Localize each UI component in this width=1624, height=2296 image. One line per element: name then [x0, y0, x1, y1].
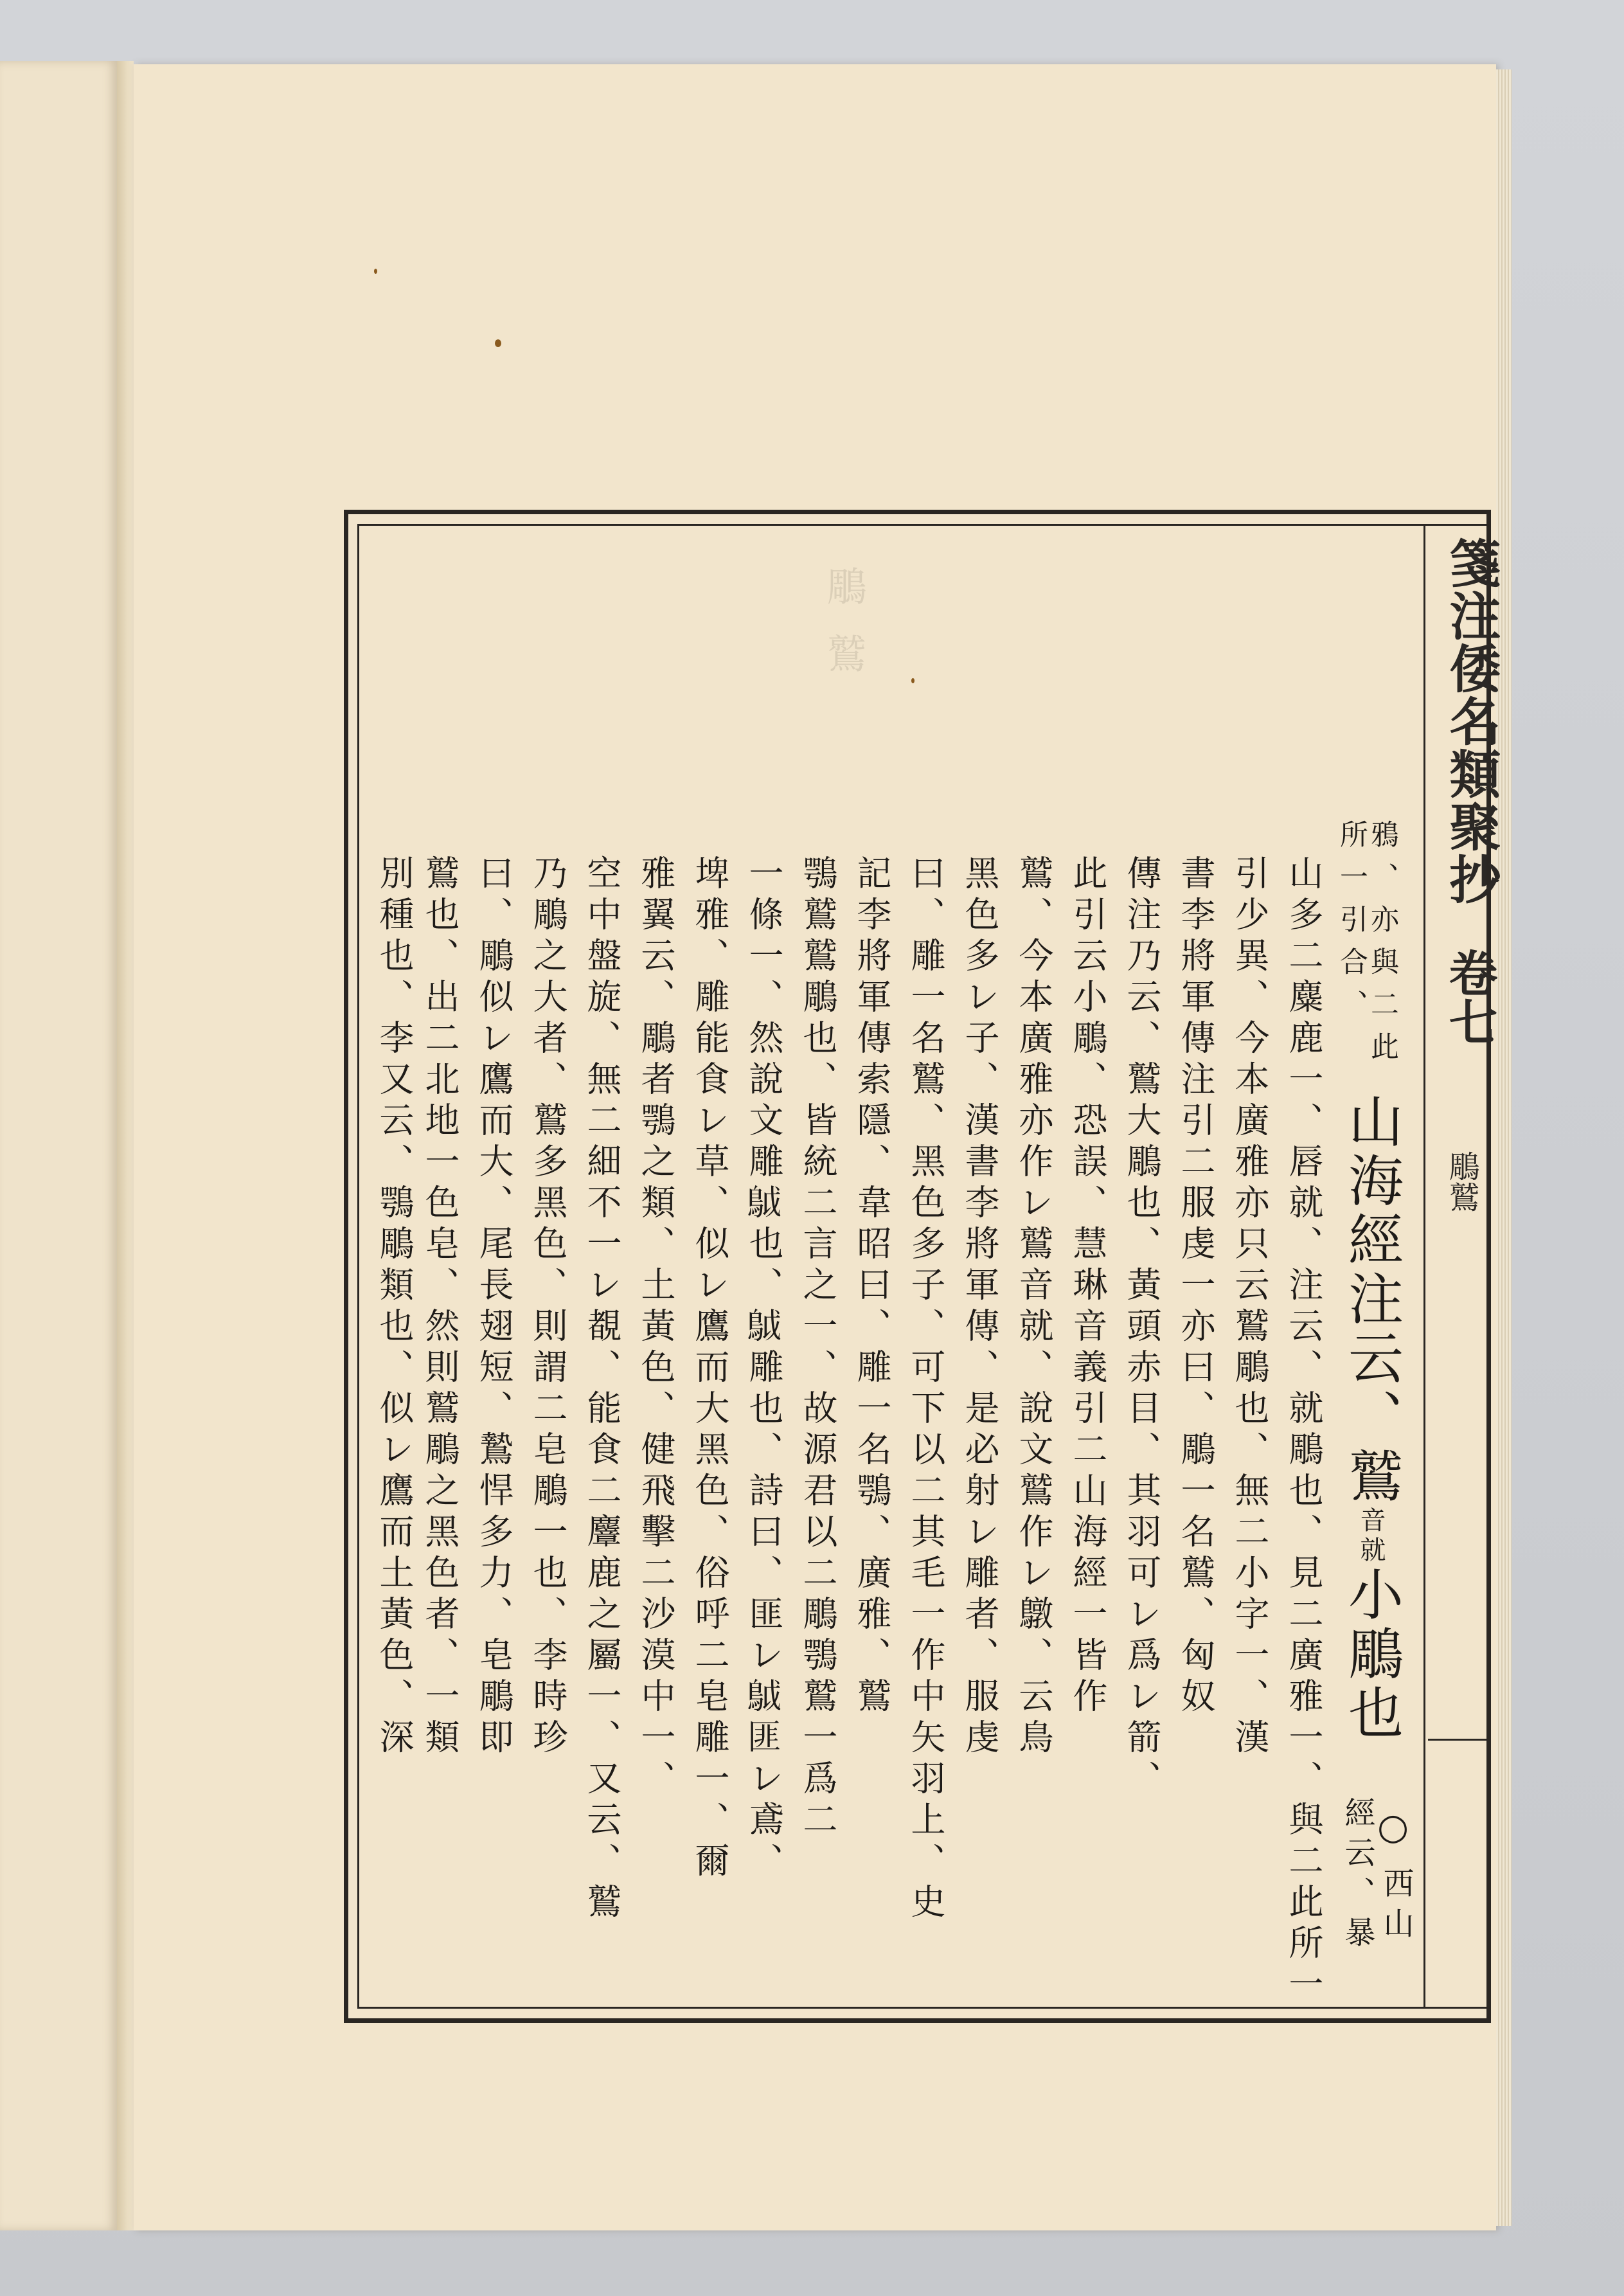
foxing-spot — [374, 269, 377, 274]
headword-line — [1339, 1093, 1403, 1743]
foxing-spot — [495, 339, 501, 347]
note-column: 西山 — [1378, 1867, 1414, 1947]
text-column: 曰、雕一名鷲、黑色多子、可下以二其毛一作中矢羽上、史 — [906, 855, 946, 1924]
text-column: 鴉、亦與二此 — [1366, 820, 1398, 1074]
show-through-text: 鷲 — [820, 633, 867, 673]
text-column: 鶚鷲鷲鵰也、皆統二言之一、故源君以二鵰鶚鷲一爲二 — [798, 855, 838, 1842]
text-column: 書李將軍傳注引二服虔一亦曰、鵰一名鷲、匈奴 — [1175, 855, 1216, 1719]
text-column: 引少異、今本廣雅亦只云鷲鵰也、無二小字一、漢 — [1229, 855, 1270, 1760]
text-column: 曰、鵰似レ鷹而大、尾長翅短、鷙悍多力、皂鵰即 — [474, 855, 514, 1760]
section-mark: ○ — [1372, 1806, 1414, 1848]
text-column: 山多二麋鹿一、唇就、注云、就鵰也、見二廣雅一、與二此所一 — [1283, 855, 1324, 2007]
text-column: 埤雅、雕能食レ草、似レ鷹而大黑色、俗呼二皂雕一、爾 — [690, 855, 730, 1883]
book-gutter — [117, 61, 134, 2230]
text-column: 鷲也、出二北地一色皂、然則鷲鵰之黑色者、一類 — [420, 855, 460, 1760]
text-column: 一條一、然說文雕𩿠也、𩿠雕也、詩曰、匪レ𩿠匪レ鳶、 — [744, 855, 784, 1883]
section-heading: 鵰鷲 — [1443, 1151, 1479, 1212]
text-column: 雅翼云、鵰者鶚之類、土黃色、健飛擊二沙漠中一、 — [636, 855, 676, 1801]
text-column: 此引云小鵰、恐誤、慧琳音義引二山海經一皆作 — [1067, 855, 1108, 1719]
page-edges — [1496, 69, 1512, 2226]
show-through-text: 鵰 — [820, 566, 867, 605]
text-column: 所一引合、 — [1335, 820, 1368, 1032]
headword-text: 山海經注云、鷲 — [1339, 1093, 1403, 1507]
text-column: 別種也、李又云、鶚鵰類也、似レ鷹而土黃色、深 — [374, 855, 415, 1760]
text-column: 乃鵰之大者、鷲多黑色、則謂二皂鵰一也、李時珍 — [528, 855, 568, 1760]
note-column: 經云、暴 — [1339, 1797, 1375, 1956]
text-column: 黑色多レ子、漢書李將軍傳、是必射レ雕者、服虔 — [959, 855, 1000, 1760]
margin-rule — [1428, 1739, 1491, 1741]
text-column: 鷲、今本廣雅亦作レ鷲音就、說文鷲作レ鷻、云鳥 — [1013, 855, 1054, 1760]
text-column: 空中盤旋、無二細不一レ覩、能食二麞鹿之屬一、又云、鷲 — [582, 855, 622, 1924]
book-title: 箋注倭名類聚抄 — [1441, 537, 1501, 906]
text-column: 傳注乃云、鷲大鵰也、黃頭赤目、其羽可レ爲レ箭、 — [1121, 855, 1162, 1801]
ruby-annotation: 音就 — [1356, 1507, 1386, 1566]
volume-number: 卷七 — [1441, 948, 1498, 1046]
left-page — [0, 61, 117, 2230]
headword-text: 小鵰也 — [1339, 1566, 1403, 1743]
text-column: 記李將軍傳索隱、韋昭曰、雕一名鶚、廣雅、鷲 — [852, 855, 892, 1719]
